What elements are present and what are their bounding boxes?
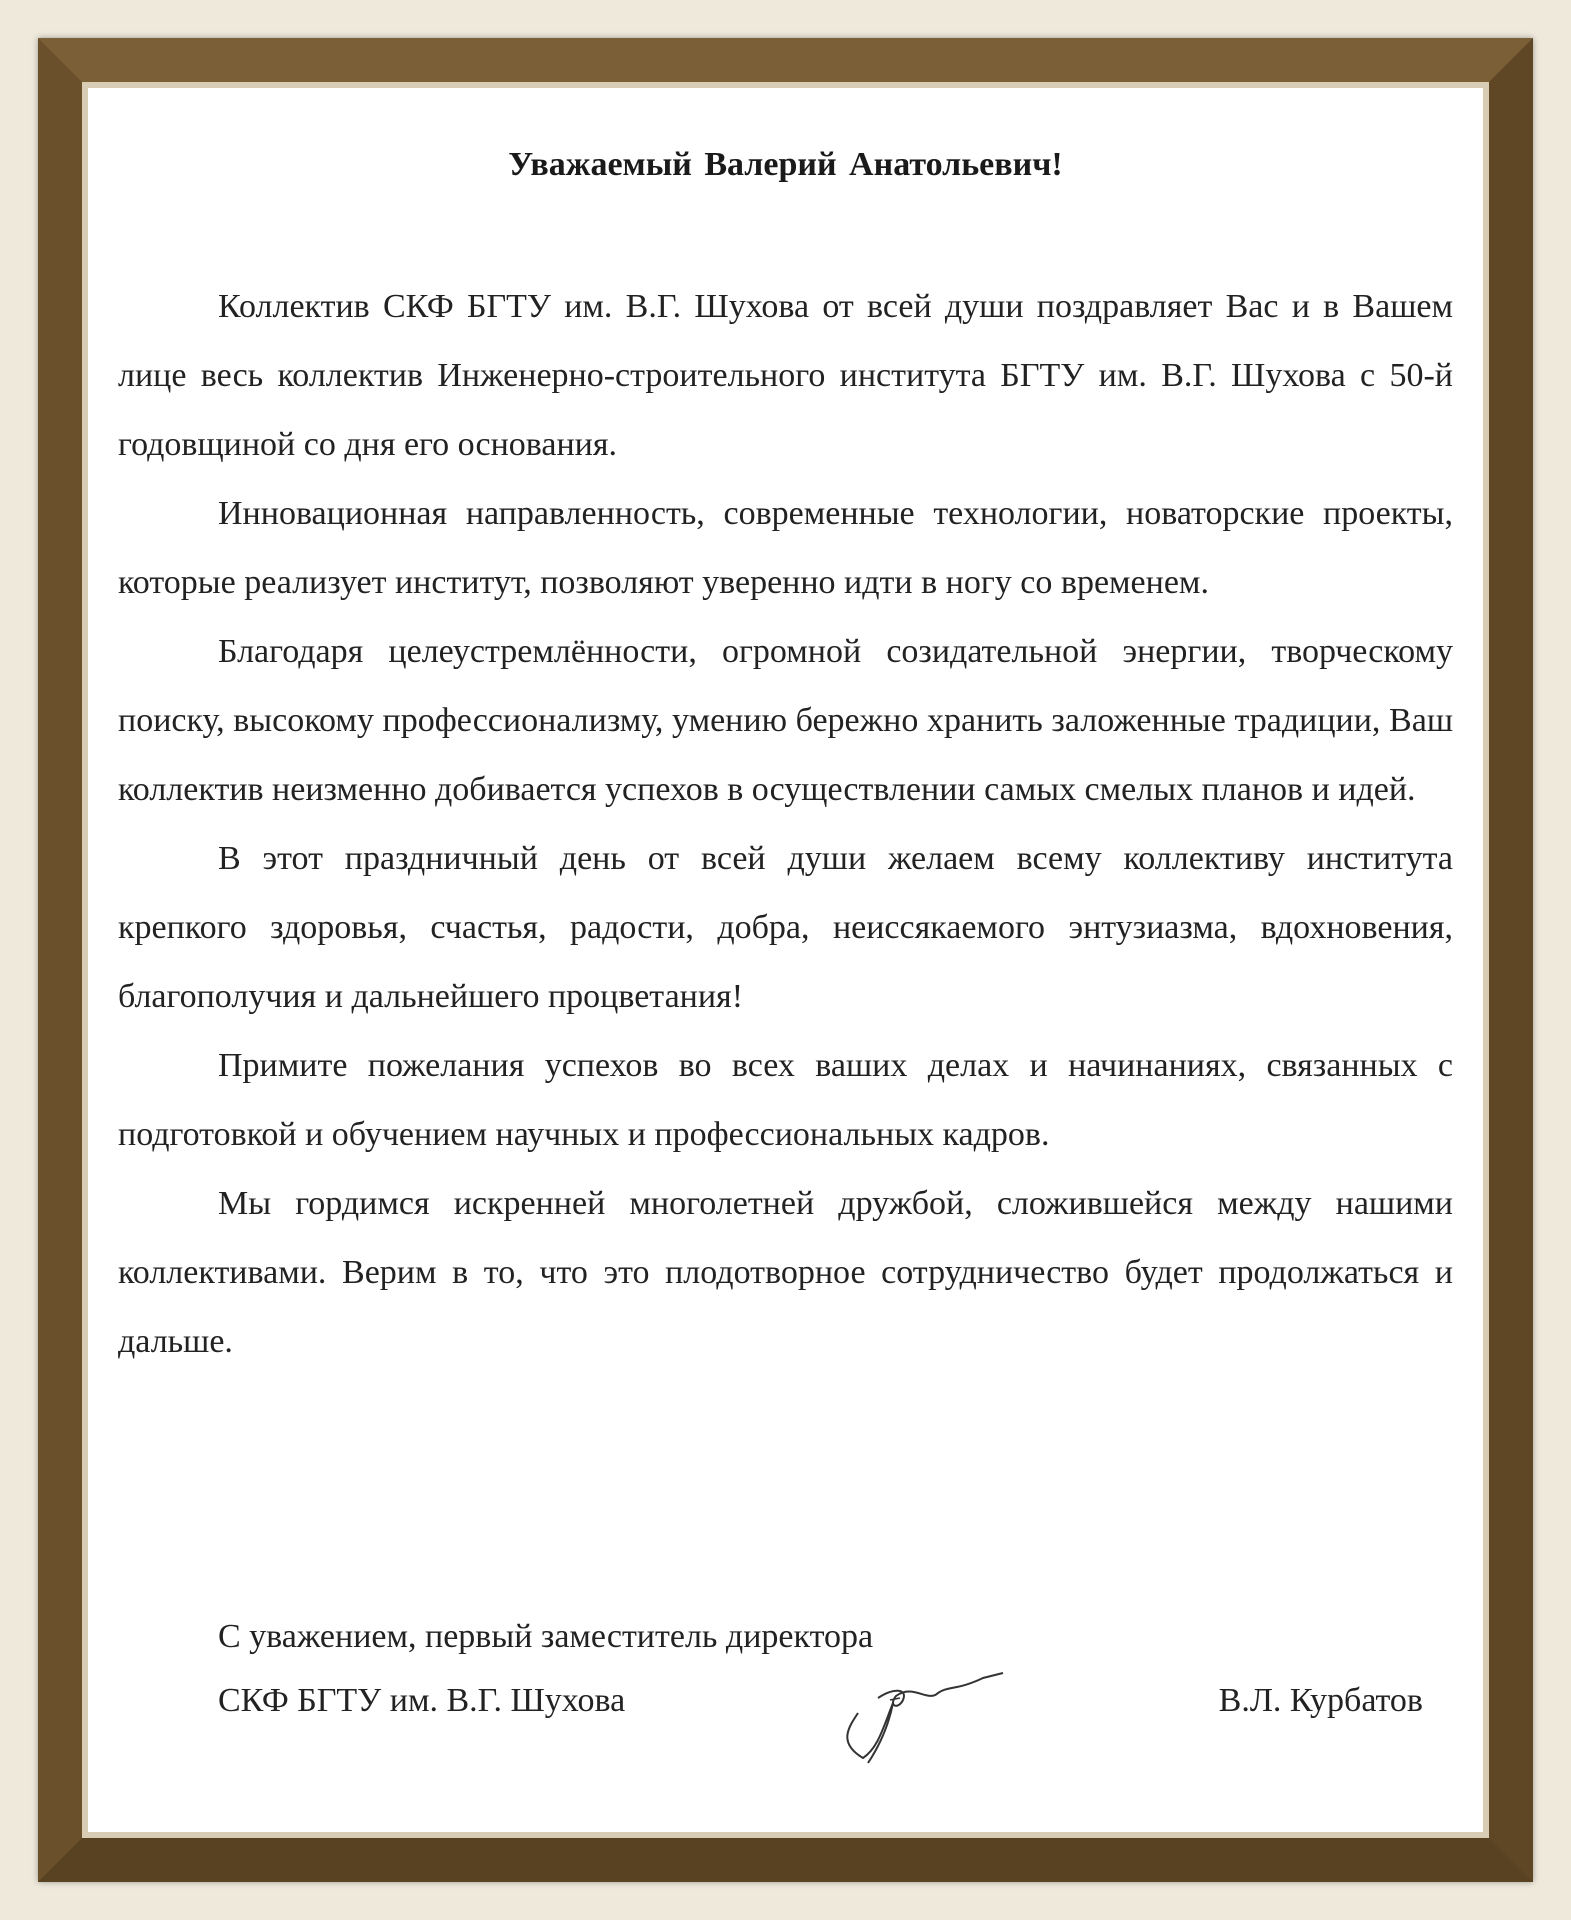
paragraph: Коллектив СКФ БГТУ им. В.Г. Шухова от всей души поздравляет Вас и в Вашем лице весь коллектив Инженерно-строительного института БГТУ им. В.Г. Шухова с 50-й годовщиной со дня его основания. [118, 288, 1453, 463]
paragraph: Инновационная направленность, современные технологии, новаторские проекты, которые реализует институт, позволяют уверенно идти в ногу со временем. [118, 495, 1453, 601]
organization-line: СКФ БГТУ им. В.Г. Шухова [218, 1682, 626, 1719]
paragraph: Благодаря целеустремлённости, огромной созидательной энергии, творческому поиску, высокому профессионализму, умению бережно хранить заложенные традиции, Ваш коллектив неизменно добивается успехов в осуществлении самых смелых планов и идей. [118, 633, 1453, 808]
paragraph: В этот праздничный день от всей души желаем всему коллективу института крепкого здоровья, счастья, радости, добра, неиссякаемого энтузиазма, вдохновения, благополучия и дальнейшего процветания! [118, 840, 1453, 1015]
letter-body [118, 272, 1453, 1376]
signature-block [118, 1618, 1453, 1768]
salutation: Уважаемый Валерий Анатольевич! [508, 146, 1063, 183]
letter-paper [88, 88, 1483, 1832]
paragraph: Примите пожелания успехов во всех ваших делах и начинаниях, связанных с подготовкой и обучением научных и профессиональных кадров. [118, 1047, 1453, 1153]
handwritten-signature [818, 1658, 1018, 1768]
signer-name: В.Л. Курбатов [1218, 1682, 1423, 1719]
paragraph: Мы гордимся искренней многолетней дружбой, сложившейся между нашими коллективами. Верим в то, что это плодотворное сотрудничество будет продолжаться и дальше. [118, 1185, 1453, 1360]
closing-line: С уважением, первый заместитель директора [218, 1618, 874, 1655]
